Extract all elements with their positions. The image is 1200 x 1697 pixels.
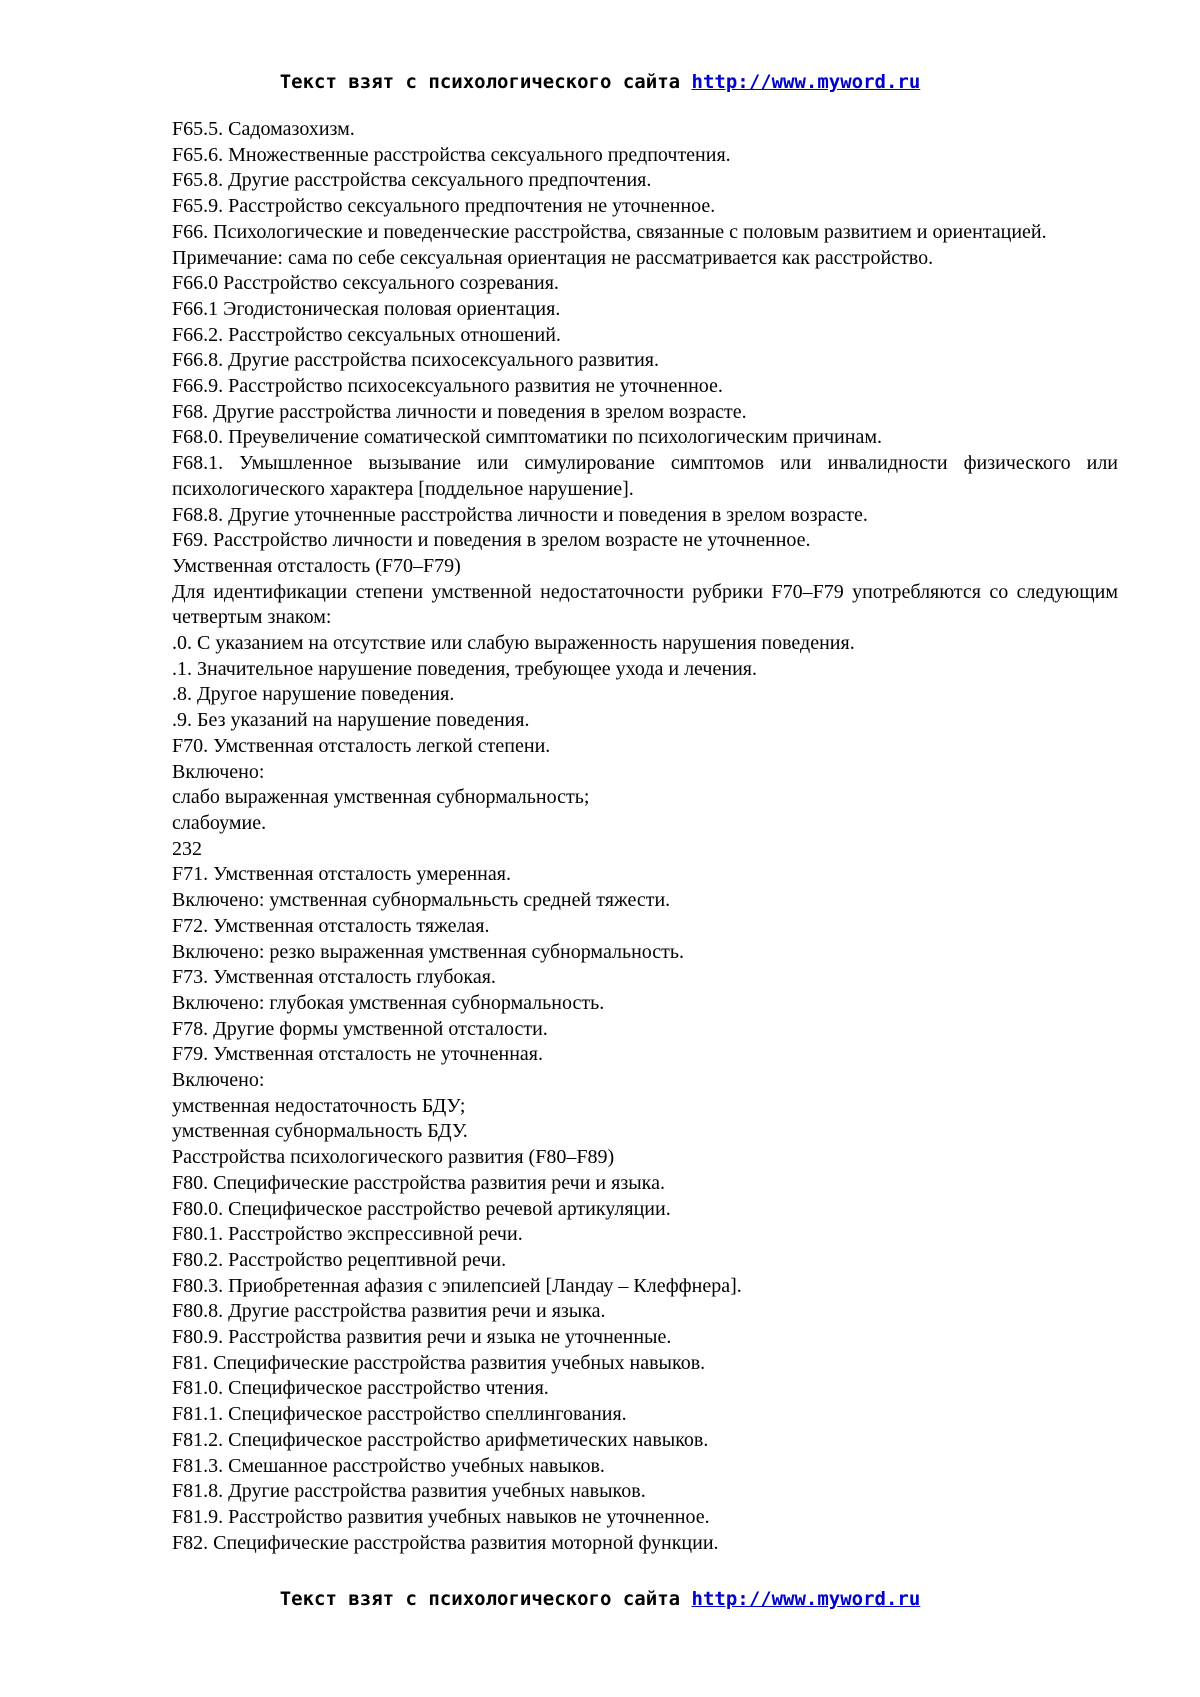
text-line: F81.3. Смешанное расстройство учебных навыков. xyxy=(172,1454,605,1477)
section-heading: Расстройства психологического развития (F80–F89) xyxy=(172,1146,615,1169)
text-line: F81. Специфические расстройства развития учебных навыков. xyxy=(172,1351,706,1374)
text-line: F80.8. Другие расстройства развития речи и языка. xyxy=(172,1300,606,1323)
header-link[interactable]: http://www.myword.ru xyxy=(691,71,921,93)
text-line: умственная субнормальность БДУ. xyxy=(172,1120,468,1143)
text-line: слабоумие. xyxy=(172,811,267,834)
text-line: F65.9. Расстройство сексуального предпочтения не уточненное. xyxy=(172,195,716,218)
text-line: F66.8. Другие расстройства психосексуального развития. xyxy=(172,349,659,372)
text-line: Включено: xyxy=(172,760,265,783)
text-line: F68.1. Умышленное вызывание или симулирование симптомов или инвалидности физического или психологического характера [поддельное нарушение]. xyxy=(172,452,1118,500)
text-line: F81.9. Расстройство развития учебных навыков не уточненное. xyxy=(172,1505,710,1528)
text-line: Включено: глубокая умственная субнормальность. xyxy=(172,991,605,1014)
text-line: F73. Умственная отсталость глубокая. xyxy=(172,966,496,989)
text-line: F65.6. Множественные расстройства сексуального предпочтения. xyxy=(172,143,731,166)
text-line: F78. Другие формы умственной отсталости. xyxy=(172,1017,548,1040)
text-line: F66.0 Расстройство сексуального созревания. xyxy=(172,272,559,295)
text-line: F70. Умственная отсталость легкой степени. xyxy=(172,734,551,757)
text-line: F68. Другие расстройства личности и поведения в зрелом возрасте. xyxy=(172,400,747,423)
text-line: F80.9. Расстройства развития речи и языка не уточненные. xyxy=(172,1326,672,1349)
page-number: 232 xyxy=(172,837,202,860)
text-line: .9. Без указаний на нарушение поведения. xyxy=(172,709,530,732)
text-line: Примечание: сама по себе сексуальная ориентация не рассматривается как расстройство. xyxy=(172,246,934,269)
page-footer xyxy=(0,1587,1200,1611)
text-line: F80. Специфические расстройства развития речи и языка. xyxy=(172,1171,665,1194)
text-line: Включено: умственная субнормальньсть средней тяжести. xyxy=(172,889,671,912)
text-line: F66. Психологические и поведенческие расстройства, связанные с половым развитием и ориентацией. xyxy=(172,220,1047,243)
text-line: .0. С указанием на отсутствие или слабую выраженность нарушения поведения. xyxy=(172,632,855,655)
header-text: Текст взят с психологического сайта xyxy=(279,71,692,93)
text-line: F81.1. Специфическое расстройство спеллингования. xyxy=(172,1403,627,1426)
text-line: умственная недостаточность БДУ; xyxy=(172,1094,466,1117)
page-header xyxy=(0,70,1200,94)
text-line: F80.0. Специфическое расстройство речевой артикуляции. xyxy=(172,1197,671,1220)
text-line: F79. Умственная отсталость не уточненная. xyxy=(172,1043,543,1066)
text-line: .1. Значительное нарушение поведения, требующее ухода и лечения. xyxy=(172,657,757,680)
footer-link[interactable]: http://www.myword.ru xyxy=(691,1588,921,1610)
text-line: F69. Расстройство личности и поведения в зрелом возрасте не уточненное. xyxy=(172,529,811,552)
text-line: F68.8. Другие уточненные расстройства личности и поведения в зрелом возрасте. xyxy=(172,503,868,526)
text-line: F66.9. Расстройство психосексуального развития не уточненное. xyxy=(172,375,723,398)
text-line: Включено: xyxy=(172,1069,265,1092)
text-line: .8. Другое нарушение поведения. xyxy=(172,683,455,706)
text-line: F81.0. Специфическое расстройство чтения. xyxy=(172,1377,549,1400)
text-line: F66.2. Расстройство сексуальных отношений. xyxy=(172,323,561,346)
text-line: F80.2. Расстройство рецептивной речи. xyxy=(172,1248,507,1271)
text-line: слабо выраженная умственная субнормальность; xyxy=(172,786,590,809)
text-line: Включено: резко выраженная умственная субнормальность. xyxy=(172,940,685,963)
text-line: F72. Умственная отсталость тяжелая. xyxy=(172,914,490,937)
text-line: F81.2. Специфическое расстройство арифметических навыков. xyxy=(172,1428,709,1451)
footer-text: Текст взят с психологического сайта xyxy=(279,1588,692,1610)
text-line: Для идентификации степени умственной недостаточности рубрики F70–F79 употребляются со следующим четвертым знаком: xyxy=(172,580,1118,629)
text-line: F68.0. Преувеличение соматической симптоматики по психологическим причинам. xyxy=(172,426,882,449)
text-line: F65.5. Садомазохизм. xyxy=(172,118,355,140)
text-line: F80.1. Расстройство экспрессивной речи. xyxy=(172,1223,523,1246)
text-line: F81.8. Другие расстройства развития учебных навыков. xyxy=(172,1480,646,1503)
text-line: F66.1 Эгодистоническая половая ориентация. xyxy=(172,297,561,320)
document-body xyxy=(172,117,1118,1556)
text-line: F80.3. Приобретенная афазия с эпилепсией [Ландау – Клеффнера]. xyxy=(172,1274,742,1297)
text-line: F65.8. Другие расстройства сексуального предпочтения. xyxy=(172,169,652,192)
text-line: F71. Умственная отсталость умеренная. xyxy=(172,863,511,886)
text-line: F82. Специфические расстройства развития моторной функции. xyxy=(172,1531,719,1554)
section-heading: Умственная отсталость (F70–F79) xyxy=(172,554,461,577)
